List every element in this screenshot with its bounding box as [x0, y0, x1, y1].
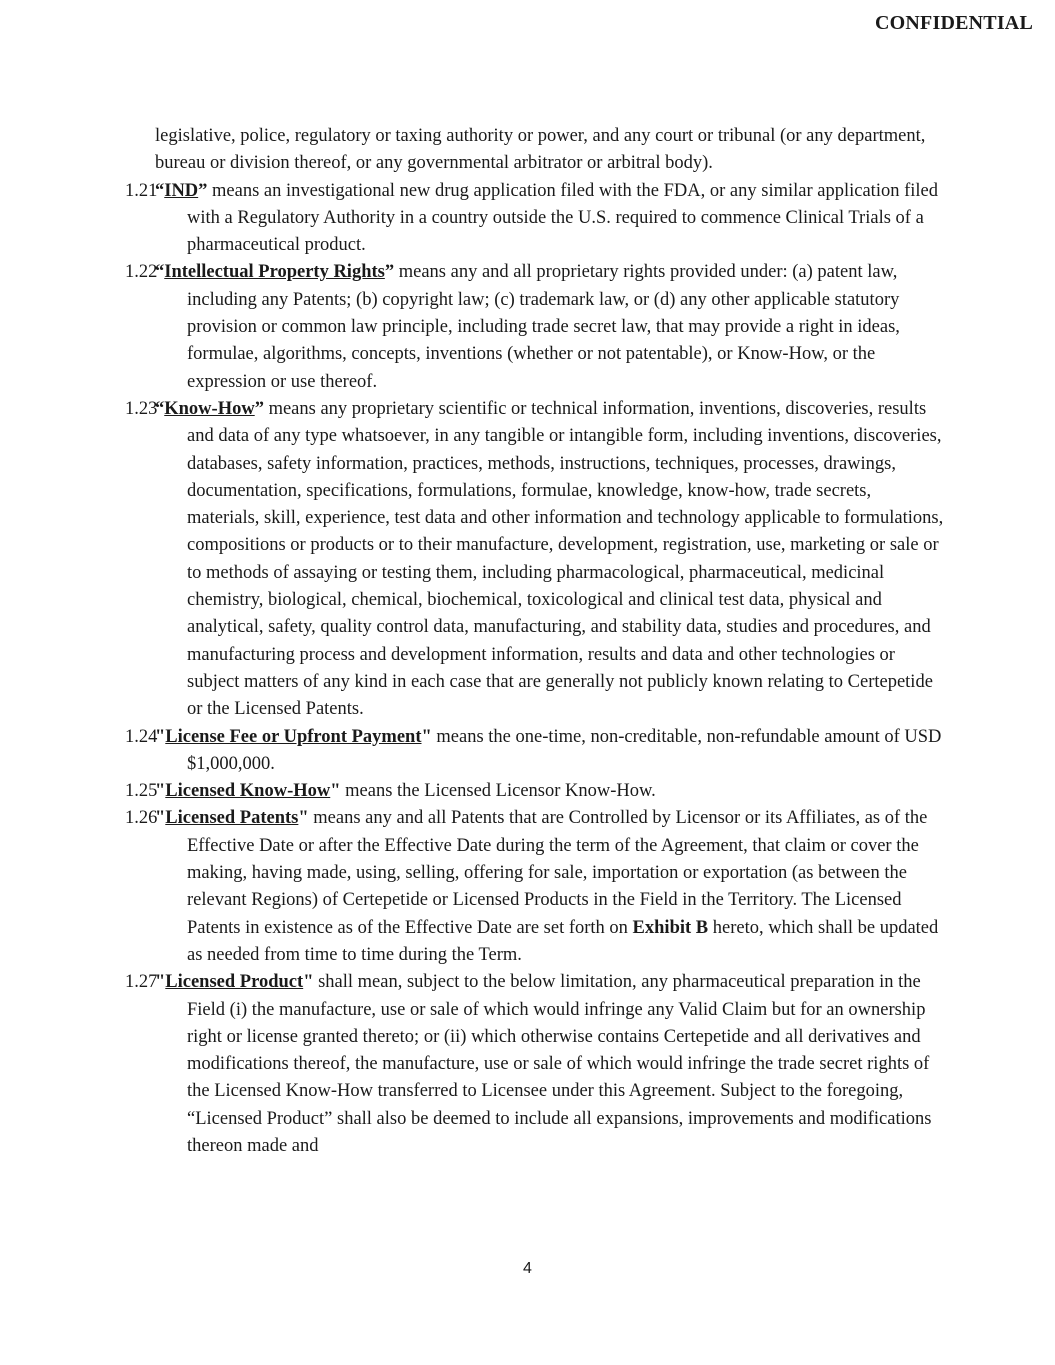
definition-text: means any proprietary scientific or technical information, inventions, discoveries, results and data of any type whatsoever, in any tangible or intangible form, including inventions, discoveries, databases, safety information, practices, methods, instructions, techniques, processes, drawings, documentation, specifications, formulations, formulae, knowledge, know-how, trade secrets, materials, skill, experience, test data and other information and technology applicable to formulations, compositions or products or to their manufacture, development, registration, use, marketing or sale or to methods of assaying or testing them, including pharmacological, pharmaceutical, medicinal chemistry, biological, chemical, biochemical, toxicological and clinical test data, physical and analytical, safety, quality control data, manufacturing, and stability data, studies and procedures, and manufacturing process and development information, results and data and other technologies or subject matters of any kind in each case that are generally not publicly known relating to Certepetide or the Licensed Patents. [187, 398, 944, 720]
exhibit-reference: Exhibit B [632, 917, 709, 938]
definition-text: means the Licensed Licensor Know-How. [340, 781, 656, 802]
definition-text: means an investigational new drug application filed with the FDA, or any similar application filed with a Regulatory Authority in a country outside the U.S. required to commence Clinical Trials of a pharmaceutical product. [187, 180, 938, 256]
confidential-header: CONFIDENTIAL [875, 12, 1033, 34]
section-number: 1.25 [125, 781, 158, 802]
definition-text: means the one-time, non-creditable, non-refundable amount of USD $1,000,000. [187, 726, 942, 774]
defined-term: Licensed Patents [165, 808, 299, 829]
definition-text: shall mean, subject to the below limitation, any pharmaceutical preparation in the Field (i) the manufacture, use or sale of which would infringe any Valid Claim but for an ownership right or license granted thereto; or (ii) which otherwise contains Certepetide and all derivatives and modifications thereof, the manufacture, use or sale of which would infringe the trade secret rights of the Licensed Know-How transferred to Licensee under this Agreement. Subject to the foregoing, “Licensed Product” shall also be deemed to include all expansions, improvements and modifications thereon made and [187, 972, 932, 1156]
definition-1-22: 1.22 “Intellectual Property Rights” means any and all proprietary rights provided under: (a) patent law, including any Patents; (b) copyright law; (c) trademark law, or (d) any other applicable statutory provision or common law principle, including trade secret law, that may provide a right in ideas, formulae, algorithms, concepts, inventions (whether or not patentable), or Know-How, or the expression or use thereof. [125, 259, 945, 395]
section-number: 1.27 [125, 972, 158, 993]
definition-text: means any and all Patents that are Controlled by Licensor or its Affiliates, as of the Effective Date or after the Effective Date during the term of the Agreement, that claim or cover the making, having made, using, selling, offering for sale, importation or exportation (as between the relevant Regions) of Certepetide or Licensed Products in the Field in the Territory. The Licensed Patents in existence as of the Effective Date are set forth on [187, 808, 928, 938]
definition-1-26: 1.26 "Licensed Patents" means any and all Patents that are Controlled by Licensor or its Affiliates, as of the Effective Date or after the Effective Date during the term of the Agreement, that claim or cover the making, having made, using, selling, offering for sale, importation or exportation (as between the relevant Regions) of Certepetide or Licensed Products in the Field in the Territory. The Licensed Patents in existence as of the Effective Date are set forth on Exhibit B hereto, which shall be updated as needed from time to time during the Term. [125, 805, 945, 969]
section-number: 1.21 [125, 180, 158, 201]
definition-text-after: hereto, which shall be updated as needed from time to time during the Term. [187, 917, 939, 965]
defined-term: IND [164, 180, 199, 201]
defined-term: Licensed Know-How [165, 781, 331, 802]
defined-term: Intellectual Property Rights [164, 262, 385, 283]
definition-text: means any and all proprietary rights provided under: (a) patent law, including any Patents; (b) copyright law; (c) trademark law, or (d) any other applicable statutory provision or common law principle, including trade secret law, that may provide a right in ideas, formulae, algorithms, concepts, inventions (whether or not patentable), or Know-How, or the expression or use thereof. [187, 262, 900, 392]
continuation-paragraph: legislative, police, regulatory or taxing authority or power, and any court or tribunal (or any department, bureau or division thereof, or any governmental arbitrator or arbitral body). [155, 126, 926, 174]
defined-term: Know-How [164, 398, 255, 419]
definition-1-23: 1.23 “Know-How” means any proprietary scientific or technical information, inventions, discoveries, results and data of any type whatsoever, in any tangible or intangible form, including inventions, discoveries, databases, safety information, practices, methods, instructions, techniques, processes, drawings, documentation, specifications, formulations, formulae, knowledge, know-how, trade secrets, materials, skill, experience, test data and other information and technology applicable to formulations, compositions or products or to their manufacture, development, registration, use, marketing or sale or to methods of assaying or testing them, including pharmacological, pharmaceutical, medicinal chemistry, biological, chemical, biochemical, toxicological and clinical test data, physical and analytical, safety, quality control data, manufacturing, and stability data, studies and procedures, and manufacturing process and development information, results and data and other technologies or subject matters of any kind in each case that are generally not publicly known relating to Certepetide or the Licensed Patents. [125, 396, 945, 724]
section-number: 1.23 [125, 398, 158, 419]
section-number: 1.24 [125, 726, 158, 747]
page-number: 4 [523, 1260, 532, 1277]
definition-1-25: 1.25 "Licensed Know-How" means the Licensed Licensor Know-How. [125, 778, 945, 805]
defined-term: Licensed Product [165, 972, 304, 993]
defined-term: License Fee or Upfront Payment [165, 726, 422, 747]
definition-1-27: 1.27 "Licensed Product" shall mean, subject to the below limitation, any pharmaceutical preparation in the Field (i) the manufacture, use or sale of which would infringe any Valid Claim but for an ownership right or license granted thereto; or (ii) which otherwise contains Certepetide and all derivatives and modifications thereof, the manufacture, use or sale of which would infringe the trade secret rights of the Licensed Know-How transferred to Licensee under this Agreement. Subject to the foregoing, “Licensed Product” shall also be deemed to include all expansions, improvements and modifications thereon made and [125, 969, 945, 1160]
definition-1-24: 1.24 "License Fee or Upfront Payment" means the one-time, non-creditable, non-refundable amount of USD $1,000,000. [125, 724, 945, 779]
section-number: 1.26 [125, 808, 158, 829]
document-body [125, 123, 945, 1160]
definition-1-21: 1.21 “IND” means an investigational new drug application filed with the FDA, or any similar application filed with a Regulatory Authority in a country outside the U.S. required to commence Clinical Trials of a pharmaceutical product. [125, 178, 945, 260]
section-number: 1.22 [125, 262, 158, 283]
